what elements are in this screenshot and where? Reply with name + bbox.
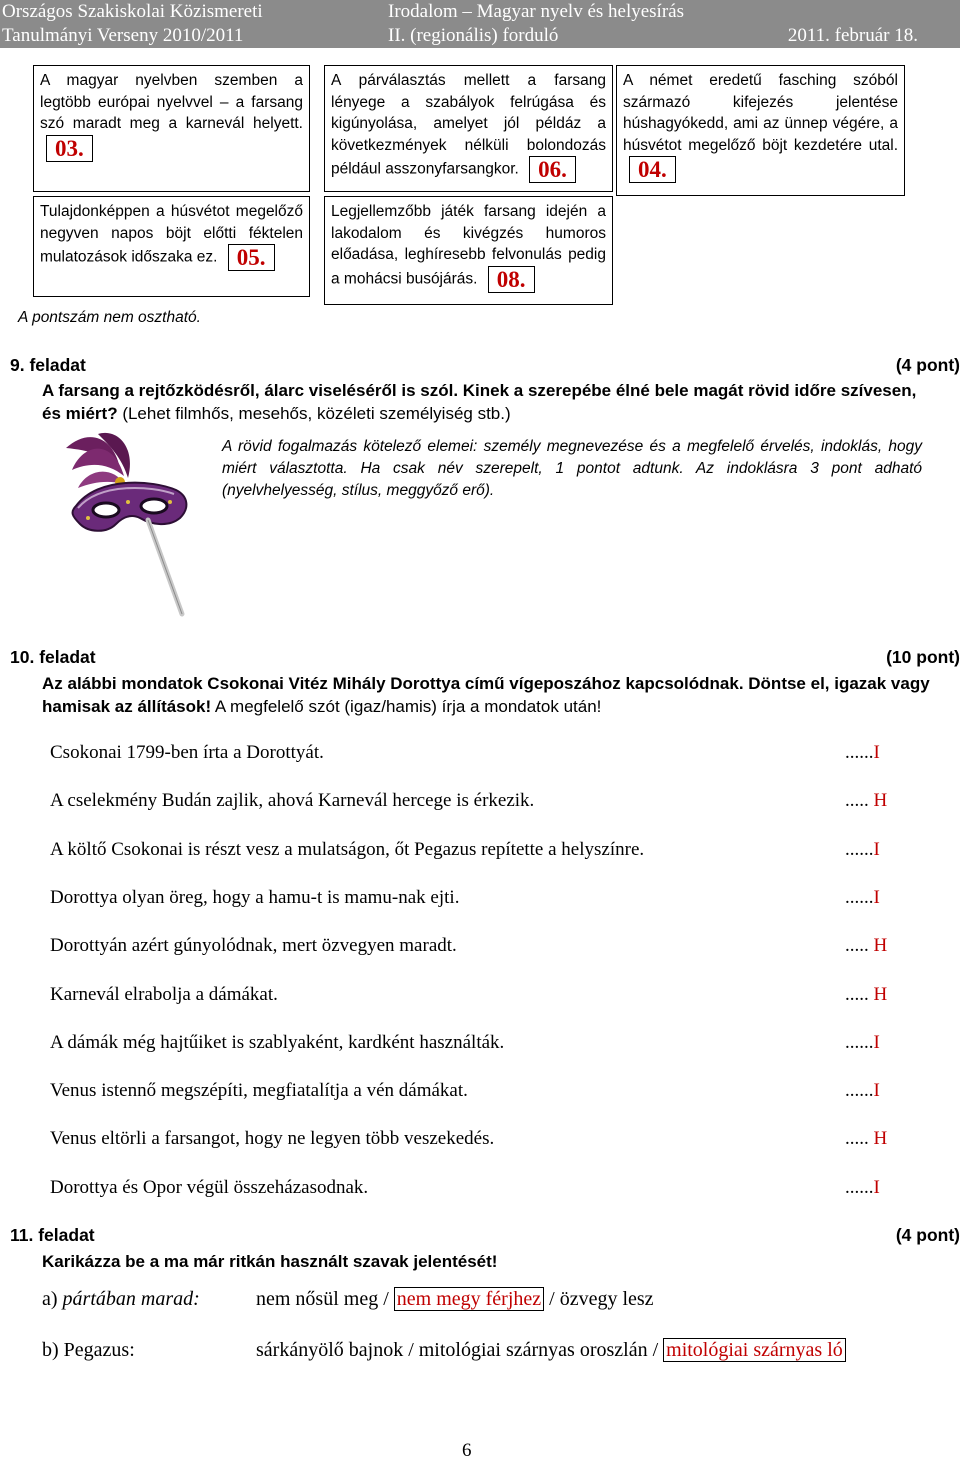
answer-value: H	[873, 1128, 888, 1149]
instr-normal: (Lehet filmhős, mesehős, közéleti személyiség stb.)	[117, 404, 511, 423]
scoring-note: A pontszám nem osztható.	[18, 309, 201, 326]
statement-item: Dorottyán azért gúnyolódnak, mert özvegyen maradt.	[50, 935, 457, 956]
instr-bold: Az alábbi mondatok Csokonai Vitéz Mihály Dorottya című vígeposzához kapcsolódnak. Döntse el, igazak vagy hamisak az állítások!	[42, 674, 930, 716]
instr-bold: A farsang a rejtőzködésről, álarc viseléséről is szól. Kinek a szerepébe élné bele magát rövid időre szívesen, és miért?	[42, 381, 917, 423]
label-prefix: a)	[42, 1288, 63, 1310]
question-a-label	[42, 1286, 200, 1312]
question-b-label: b) Pegazus:	[42, 1339, 135, 1361]
header-year: Tanulmányi Verseny 2010/2011	[2, 25, 244, 46]
header-competition: Országos Szakiskolai Közismereti	[2, 1, 263, 22]
statement-item: Karnevál elrabolja a dámákat.	[50, 984, 278, 1005]
answer-value: I	[873, 1177, 880, 1198]
statement-item: Venus istennő megszépíti, megfiatalítja a vén dámákat.	[50, 1080, 468, 1101]
statement-text: A német eredetű fasching szóból származó kifejezés jelentése húshagyókedd, ami az ünnep végére, a húsvétot megelőző böjt kezdetére utal.	[623, 72, 898, 154]
option[interactable]: / özvegy lesz	[544, 1288, 654, 1310]
task-11-instructions	[42, 1250, 932, 1273]
answer-dots: ......	[845, 1080, 874, 1101]
task-number: 10. feladat	[10, 647, 96, 667]
statement-answer	[845, 838, 880, 862]
answer-value: I	[873, 1080, 880, 1101]
task-9-instructions	[42, 379, 932, 425]
statement-answer	[845, 1031, 880, 1055]
answer-value: H	[873, 984, 888, 1005]
statement-item: A dámák még hajtűiket is szablyaként, kardként használták.	[50, 1032, 505, 1053]
statement-box-1	[33, 65, 310, 192]
answer-value: I	[873, 742, 880, 763]
statement-item: Csokonai 1799-ben írta a Dorottyát.	[50, 742, 324, 763]
statement-item: Dorottya olyan öreg, hogy a hamu-t is mamu-nak ejti.	[50, 887, 460, 908]
instr-bold: Karikázza be a ma már ritkán használt szavak jelentését!	[42, 1252, 498, 1271]
answer-value: I	[873, 839, 880, 860]
statement-answer	[845, 1127, 887, 1151]
question-a	[0, 1286, 960, 1314]
answer-dots: ......	[845, 887, 874, 908]
statement-item: Dorottya és Opor végül összeházasodnak.	[50, 1177, 369, 1198]
page-number: 6	[462, 1440, 472, 1461]
page-header	[0, 0, 960, 48]
statement-text: Tulajdonképpen a húsvétot megelőző negyven napos böjt előtti féktelen mulatozások időszaka ez.	[40, 203, 303, 266]
answer-value: I	[873, 887, 880, 908]
statement-answer	[845, 983, 887, 1007]
option[interactable]: sárkányölő bajnok / mitológiai szárnyas oroszlán /	[256, 1339, 664, 1361]
answer-dots: ......	[845, 1032, 874, 1053]
answer-value: I	[873, 1032, 880, 1053]
question-a-options	[256, 1286, 654, 1312]
label-term: pártában marad:	[62, 1288, 200, 1310]
task-10-instructions	[42, 672, 932, 718]
statement-answer	[845, 1176, 880, 1200]
answer-code: 08.	[488, 266, 535, 293]
statement-item: A cselekmény Budán zajlik, ahová Karnevál hercege is érkezik.	[50, 790, 535, 811]
statement-text: A magyar nyelvben szemben a legtöbb európai nyelvvel – a farsang szó maradt meg a karnevál helyett.	[40, 72, 303, 132]
answer-value: H	[873, 790, 888, 811]
answer-dots: ......	[845, 839, 874, 860]
header-date: 2011. február 18.	[787, 25, 918, 46]
answer-dots: .....	[845, 984, 874, 1005]
answer-dots: ......	[845, 1177, 874, 1198]
answer-code: 04.	[629, 156, 676, 183]
option[interactable]: nem nősül meg /	[256, 1288, 394, 1310]
statement-answer	[845, 1079, 880, 1103]
statement-item: A költő Csokonai is részt vesz a mulatságon, őt Pegazus repítette a helyszínre.	[50, 839, 645, 860]
statement-answer	[845, 934, 887, 958]
task-number: 11. feladat	[10, 1225, 95, 1245]
answer-dots: .....	[845, 935, 874, 956]
answer-dots: ......	[845, 742, 874, 763]
answer-code: 03.	[46, 135, 93, 162]
question-b	[0, 1337, 960, 1365]
header-round: II. (regionális) forduló	[388, 25, 559, 46]
statement-answer	[845, 886, 880, 910]
option-circled[interactable]: nem megy férjhez	[394, 1287, 544, 1311]
statement-box-5	[324, 196, 613, 305]
header-subject: Irodalom – Magyar nyelv és helyesírás	[388, 1, 684, 22]
task-points: (4 pont)	[895, 355, 960, 375]
option-circled[interactable]: mitológiai szárnyas ló	[663, 1338, 846, 1362]
statement-box-4	[33, 196, 310, 297]
statement-text: A párválasztás mellett a farsang lényege a szabályok felrúgása és kigúnyolása, amelyet jól példáz a következmények nélküli bolondozás például asszonyfarsangkor.	[331, 72, 606, 178]
statement-text: Legjellemzőbb játék farsang idején a lakodalom és kivégzés humoros előadása, leghíresebb felvonulás pedig a mohácsi busójárás.	[331, 203, 606, 288]
answer-dots: .....	[845, 1128, 874, 1149]
task-points: (4 pont)	[895, 1225, 960, 1245]
task-number: 9. feladat	[10, 355, 86, 375]
answer-value: H	[873, 935, 888, 956]
task-9-scoring-guide: A rövid fogalmazás kötelező elemei: személy megnevezése és a megfelelő érvelés, indoklás, hogy miért választotta. Ha csak név szerepelt, 1 pontot adtunk. Az indoklásra 3 pont adható (nyelvhelyesség, stílus, meggyőző erő).	[222, 438, 922, 499]
task-points: (10 pont)	[886, 647, 960, 667]
statement-box-2	[324, 65, 613, 192]
answer-dots: .....	[845, 790, 874, 811]
statement-item: Venus eltörli a farsangot, hogy ne legyen több veszekedés.	[50, 1128, 495, 1149]
statement-box-3	[616, 65, 905, 196]
carnival-mask-illustration	[58, 428, 204, 620]
statement-answer	[845, 741, 880, 765]
statement-answer	[845, 789, 887, 813]
answer-code: 05.	[228, 244, 275, 271]
instr-normal: A megfelelő szót (igaz/hamis) írja a mondatok után!	[211, 697, 602, 716]
question-b-options	[256, 1337, 846, 1363]
answer-code: 06.	[529, 156, 576, 183]
